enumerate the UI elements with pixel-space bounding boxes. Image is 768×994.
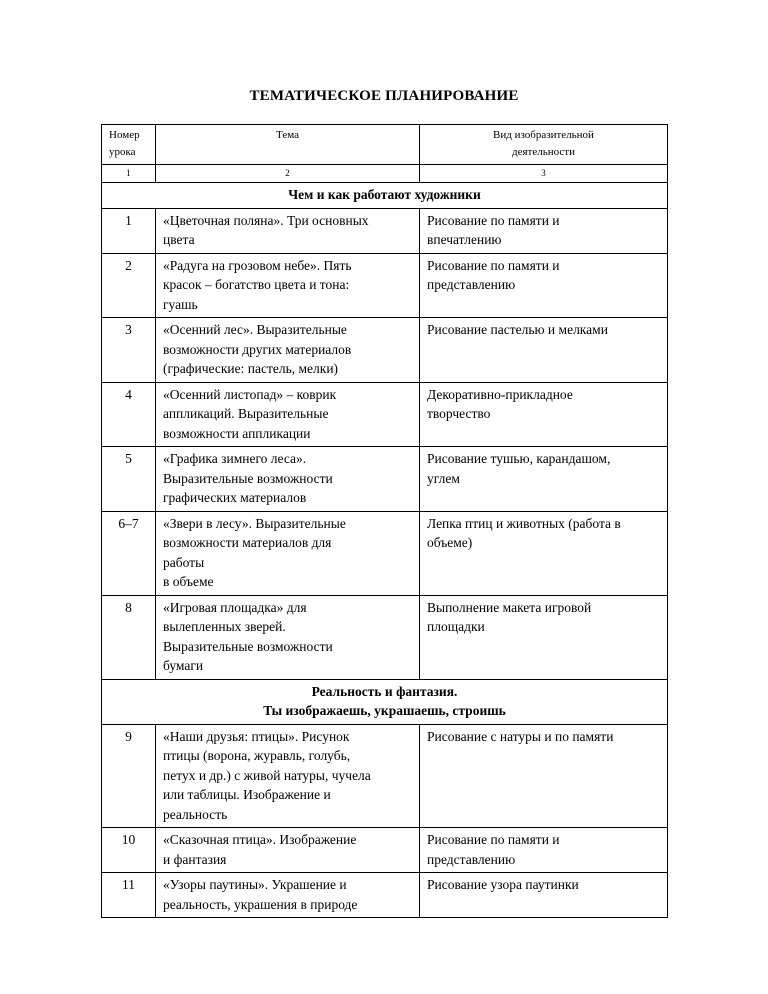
lesson-number: 4 bbox=[102, 382, 156, 447]
lesson-activity: Рисование пастелью и мелками bbox=[420, 318, 668, 383]
column-number: 3 bbox=[420, 165, 668, 183]
section-title: Чем и как работают художники bbox=[102, 183, 668, 209]
column-number: 1 bbox=[102, 165, 156, 183]
lesson-number: 10 bbox=[102, 828, 156, 873]
lesson-topic: «Цветочная поляна». Три основных цвета bbox=[156, 208, 420, 253]
lesson-activity: Декоративно-прикладное творчество bbox=[420, 382, 668, 447]
table-row bbox=[102, 253, 668, 318]
lesson-number: 9 bbox=[102, 724, 156, 828]
lesson-topic: «Узоры паутины». Украшение и реальность, украшения в природе bbox=[156, 873, 420, 918]
lesson-activity: Рисование по памяти и впечатлению bbox=[420, 208, 668, 253]
lesson-activity: Выполнение макета игровой площадки bbox=[420, 595, 668, 679]
table-row bbox=[102, 873, 668, 918]
lesson-topic: «Игровая площадка» для вылепленных зверей. Выразительные возможности бумаги bbox=[156, 595, 420, 679]
header-row bbox=[102, 125, 668, 165]
lesson-topic: «Осенний лес». Выразительные возможности других материалов (графические: пастель, мелки) bbox=[156, 318, 420, 383]
table-row bbox=[102, 382, 668, 447]
lesson-activity: Рисование тушью, карандашом, углем bbox=[420, 447, 668, 512]
table-row bbox=[102, 208, 668, 253]
lesson-topic: «Звери в лесу». Выразительные возможности материалов для работы в объеме bbox=[156, 511, 420, 595]
planning-table bbox=[101, 124, 668, 918]
lesson-topic: «Осенний листопад» – коврик аппликаций. Выразительные возможности аппликации bbox=[156, 382, 420, 447]
section-title: Реальность и фантазия. Ты изображаешь, украшаешь, строишь bbox=[102, 679, 668, 724]
table-row bbox=[102, 318, 668, 383]
page-title: ТЕМАТИЧЕСКОЕ ПЛАНИРОВАНИЕ bbox=[249, 88, 519, 104]
lesson-activity: Рисование с натуры и по памяти bbox=[420, 724, 668, 828]
table-row bbox=[102, 595, 668, 679]
lesson-activity: Рисование по памяти и представлению bbox=[420, 253, 668, 318]
column-number: 2 bbox=[156, 165, 420, 183]
lesson-activity: Рисование узора паутинки bbox=[420, 873, 668, 918]
table-row bbox=[102, 828, 668, 873]
section-row bbox=[102, 183, 668, 209]
lesson-topic: «Наши друзья: птицы». Рисунок птицы (ворона, журавль, голубь, петух и др.) с живой натуры, чучела или таблицы. Изображение и реальность bbox=[156, 724, 420, 828]
table-row bbox=[102, 511, 668, 595]
lesson-number: 2 bbox=[102, 253, 156, 318]
lesson-number: 3 bbox=[102, 318, 156, 383]
lesson-number: 1 bbox=[102, 208, 156, 253]
lesson-topic: «Графика зимнего леса». Выразительные возможности графических материалов bbox=[156, 447, 420, 512]
table-row bbox=[102, 724, 668, 828]
lesson-number: 6–7 bbox=[102, 511, 156, 595]
lesson-number: 8 bbox=[102, 595, 156, 679]
lesson-activity: Лепка птиц и животных (работа в объеме) bbox=[420, 511, 668, 595]
section-row bbox=[102, 679, 668, 724]
lesson-number: 5 bbox=[102, 447, 156, 512]
table-row bbox=[102, 447, 668, 512]
header-number: Номер урока bbox=[102, 125, 156, 165]
header-topic: Тема bbox=[156, 125, 420, 165]
lesson-activity: Рисование по памяти и представлению bbox=[420, 828, 668, 873]
column-number-row bbox=[102, 165, 668, 183]
lesson-number: 11 bbox=[102, 873, 156, 918]
lesson-topic: «Радуга на грозовом небе». Пять красок – богатство цвета и тона: гуашь bbox=[156, 253, 420, 318]
lesson-topic: «Сказочная птица». Изображение и фантазия bbox=[156, 828, 420, 873]
header-activity: Вид изобразительной деятельности bbox=[420, 125, 668, 165]
